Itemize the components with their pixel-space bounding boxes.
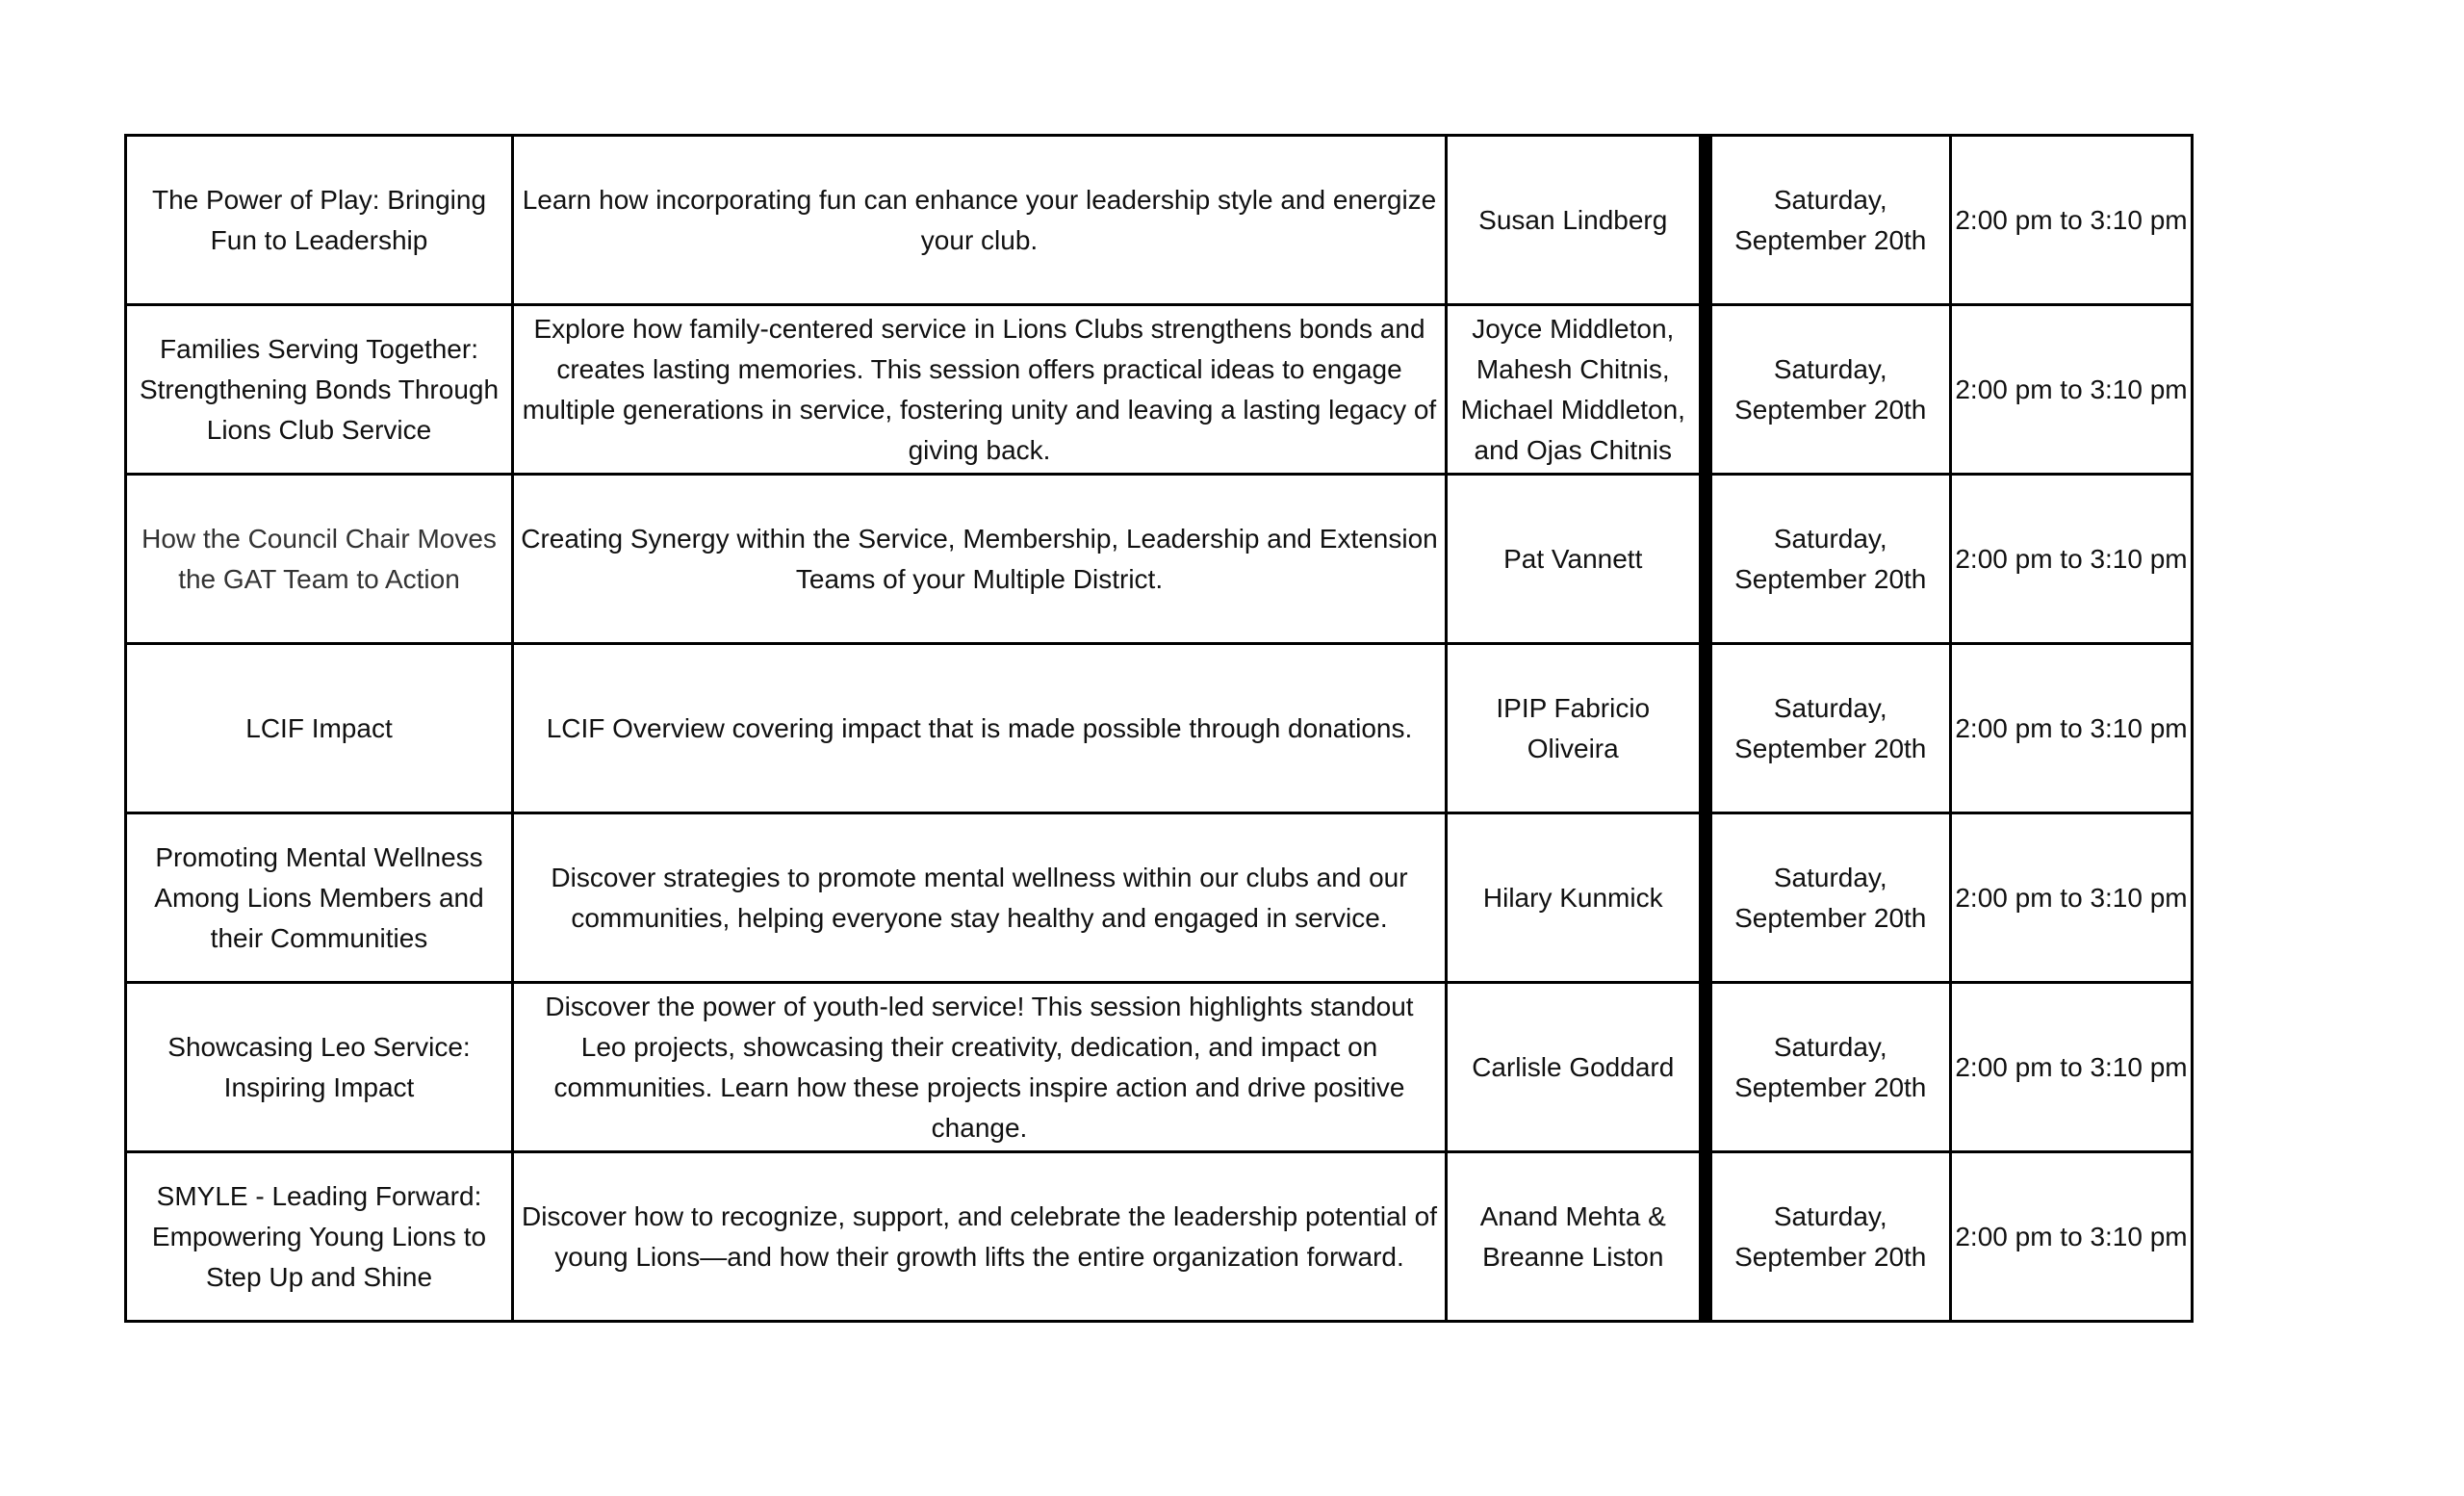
session-schedule-table <box>124 134 2194 1323</box>
session-presenter: Carlisle Goddard <box>1447 983 1706 1152</box>
session-day: Saturday, September 20th <box>1706 136 1951 305</box>
session-day: Saturday, September 20th <box>1706 644 1951 813</box>
table-row <box>126 1152 2193 1322</box>
table-row <box>126 813 2193 983</box>
session-time: 2:00 pm to 3:10 pm <box>1951 983 2193 1152</box>
session-day: Saturday, September 20th <box>1706 305 1951 475</box>
table-row <box>126 305 2193 475</box>
session-title: Showcasing Leo Service: Inspiring Impact <box>126 983 513 1152</box>
session-description: Explore how family-centered service in Lions Clubs strengthens bonds and creates lasting memories. This session offers practical ideas to engage multiple generations in service, fostering unity and leaving a lasting legacy of giving back. <box>513 305 1447 475</box>
table-row <box>126 983 2193 1152</box>
session-time: 2:00 pm to 3:10 pm <box>1951 1152 2193 1322</box>
session-time: 2:00 pm to 3:10 pm <box>1951 305 2193 475</box>
table-row <box>126 644 2193 813</box>
session-presenter: Joyce Middleton, Mahesh Chitnis, Michael Middleton, and Ojas Chitnis <box>1447 305 1706 475</box>
session-title: How the Council Chair Moves the GAT Team to Action <box>126 475 513 644</box>
session-presenter: Hilary Kunmick <box>1447 813 1706 983</box>
session-title: The Power of Play: Bringing Fun to Leadership <box>126 136 513 305</box>
session-presenter: Susan Lindberg <box>1447 136 1706 305</box>
session-day: Saturday, September 20th <box>1706 475 1951 644</box>
session-description: Discover the power of youth-led service! This session highlights standout Leo projects, showcasing their creativity, dedication, and impact on communities. Learn how these projects inspire action and drive positive change. <box>513 983 1447 1152</box>
session-description: Creating Synergy within the Service, Membership, Leadership and Extension Teams of your Multiple District. <box>513 475 1447 644</box>
session-title: Promoting Mental Wellness Among Lions Members and their Communities <box>126 813 513 983</box>
session-time: 2:00 pm to 3:10 pm <box>1951 136 2193 305</box>
session-description: Learn how incorporating fun can enhance your leadership style and energize your club. <box>513 136 1447 305</box>
session-title: LCIF Impact <box>126 644 513 813</box>
session-description: Discover strategies to promote mental wellness within our clubs and our communities, helping everyone stay healthy and engaged in service. <box>513 813 1447 983</box>
session-description: Discover how to recognize, support, and celebrate the leadership potential of young Lions—and how their growth lifts the entire organization forward. <box>513 1152 1447 1322</box>
session-presenter: Anand Mehta & Breanne Liston <box>1447 1152 1706 1322</box>
session-presenter: IPIP Fabricio Oliveira <box>1447 644 1706 813</box>
session-day: Saturday, September 20th <box>1706 983 1951 1152</box>
session-presenter: Pat Vannett <box>1447 475 1706 644</box>
table-row <box>126 136 2193 305</box>
session-day: Saturday, September 20th <box>1706 1152 1951 1322</box>
session-day: Saturday, September 20th <box>1706 813 1951 983</box>
session-time: 2:00 pm to 3:10 pm <box>1951 475 2193 644</box>
table-row <box>126 475 2193 644</box>
session-time: 2:00 pm to 3:10 pm <box>1951 813 2193 983</box>
session-description: LCIF Overview covering impact that is made possible through donations. <box>513 644 1447 813</box>
session-time: 2:00 pm to 3:10 pm <box>1951 644 2193 813</box>
session-title: SMYLE - Leading Forward: Empowering Young Lions to Step Up and Shine <box>126 1152 513 1322</box>
session-title: Families Serving Together: Strengthening Bonds Through Lions Club Service <box>126 305 513 475</box>
